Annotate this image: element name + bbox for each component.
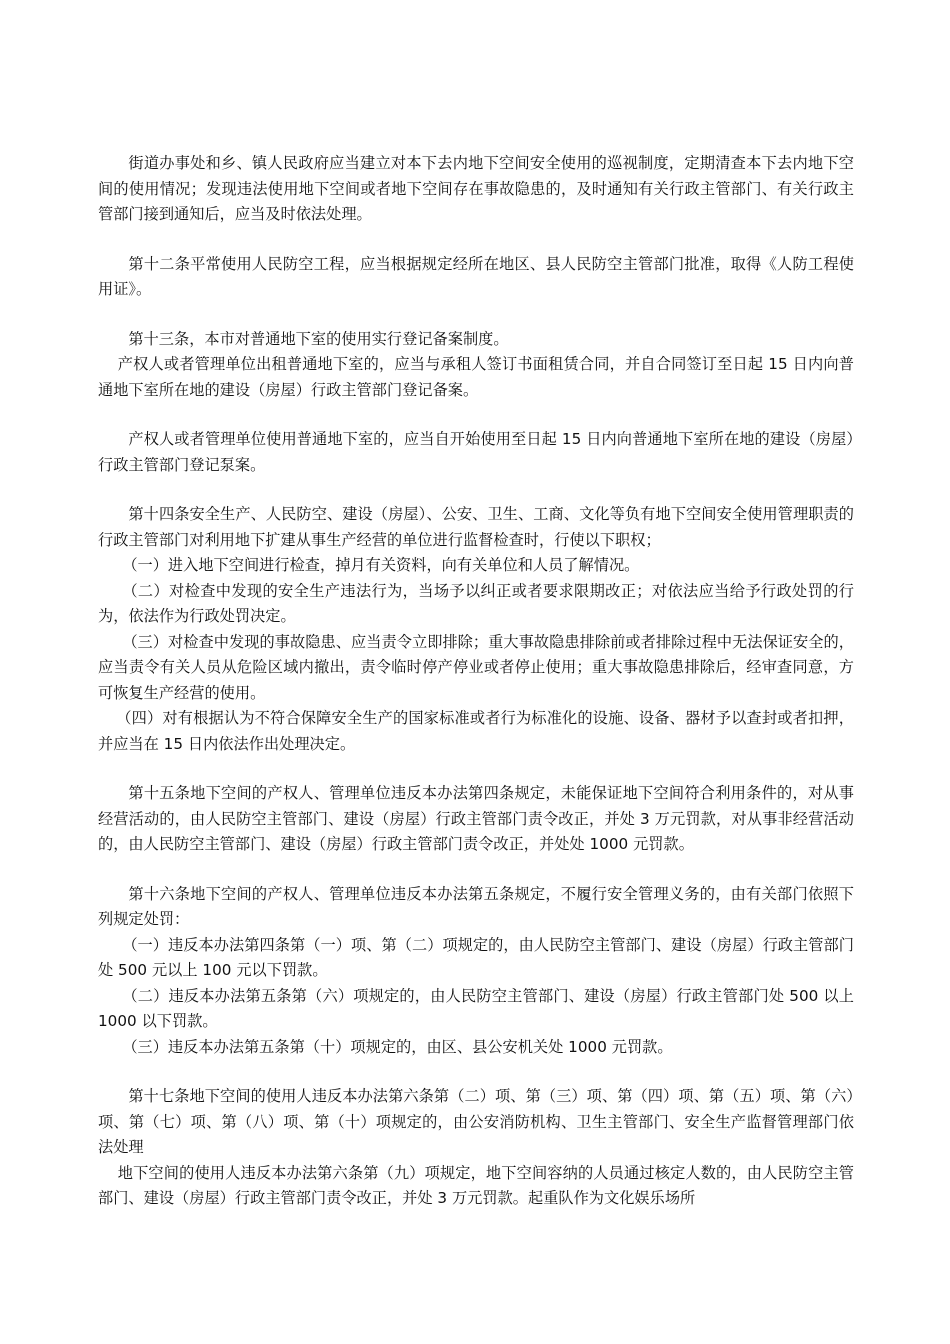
article-block xyxy=(98,502,854,757)
paragraph: 产权人或者管理单位出租普通地下室的，应当与承租人签订书面租赁合同，并自合同签订至日起 15 日内向普通地下室所在地的建设（房屋）行政主管部门登记备案。 xyxy=(98,355,854,399)
paragraph: 第十三条，本市对普通地下室的使用实行登记备案制度。 xyxy=(128,329,509,348)
paragraph: 第十四条安全生产、人民防空、建设（房屋）、公安、卫生、工商、文化等负有地下空间安全使用管理职责的行政主管部门对利用地下扩建从事生产经营的单位进行监督检查时，行使以下职权； xyxy=(98,505,854,549)
paragraph: 第十七条地下空间的使用人违反本办法第六条第（二）项、第（三）项、第（四）项、第（五）项、第（六）项、第（七）项、第（八）项、第（十）项规定的，由公安消防机构、卫生主管部门、安全生产监督管理部门依法处理 xyxy=(98,1087,854,1156)
list-item: （一）违反本办法第四条第（一）项、第（二）项规定的，由人民防空主管部门、建设（房屋）行政主管部门处 500 元以上 100 元以下罚款。 xyxy=(98,935,854,979)
article-block xyxy=(98,151,854,228)
paragraph: 地下空间的使用人违反本办法第六条第（九）项规定，地下空间容纳的人员通过核定人数的，由人民防空主管部门、建设（房屋）行政主管部门责令改正，并处 3 万元罚款。起重队作为文化娱乐场所 xyxy=(98,1163,854,1207)
article-block xyxy=(98,427,854,478)
paragraph: 第十五条地下空间的产权人、管理单位违反本办法第四条规定，未能保证地下空间符合利用条件的，对从事经营活动的，由人民防空主管部门、建设（房屋）行政主管部门责令改正，并处 3 万元罚款，对从事非经营活动的，由人民防空主管部门、建设（房屋）行政主管部门责令改正，并处处 1000 元罚款。 xyxy=(98,784,854,853)
article-block xyxy=(98,1084,854,1212)
list-item: （三）对检查中发现的事故隐患、应当责令立即排除；重大事故隐患排除前或者排除过程中无法保证安全的，应当责令有关人员从危险区域内撤出，责令临时停产停业或者停止使用；重大事故隐患排除后，经审查同意，方可恢复生产经营的使用。 xyxy=(98,632,854,702)
article-block xyxy=(98,781,854,858)
paragraph: 产权人或者管理单位使用普通地下室的，应当自开始使用至日起 15 日内向普通地下室所在地的建设（房屋）行政主管部门登记泵案。 xyxy=(98,430,854,474)
article-block xyxy=(98,882,854,1061)
list-item: （二）违反本办法第五条第（六）项规定的，由人民防空主管部门、建设（房屋）行政主管部门处 500 以上 1000 以下罚款。 xyxy=(98,986,854,1030)
article-block xyxy=(98,252,854,303)
list-item: （三）违反本办法第五条第（十）项规定的，由区、县公安机关处 1000 元罚款。 xyxy=(122,1037,673,1056)
list-item: （一）进入地下空间进行检查，掉月有关资料，向有关单位和人员了解情况。 xyxy=(122,556,640,574)
paragraph: 第十二条平常使用人民防空工程，应当根据规定经所在地区、县人民防空主管部门批准，取得《人防工程使用证》。 xyxy=(98,254,854,298)
article-block xyxy=(98,327,854,404)
list-item: （四）对有根据认为不符合保障安全生产的国家标准或者行为标准化的设施、设备、器材予以查封或者扣押，并应当在 15 日内依法作出处理决定。 xyxy=(98,709,854,753)
list-item: （二）对检查中发现的安全生产违法行为，当场予以纠正或者要求限期改正；对依法应当给予行政处罚的行为，依法作为行政处罚决定。 xyxy=(98,581,854,625)
paragraph: 街道办事处和乡、镇人民政府应当建立对本下去内地下空间安全使用的巡视制度，定期清查本下去内地下空间的使用情况；发现违法使用地下空间或者地下空间存在事故隐患的，及时通知有关行政主管部门、有关行政主管部门接到通知后，应当及时依法处理。 xyxy=(98,154,854,223)
paragraph: 第十六条地下空间的产权人、管理单位违反本办法第五条规定，不履行安全管理义务的，由有关部门依照下列规定处罚： xyxy=(98,884,854,928)
